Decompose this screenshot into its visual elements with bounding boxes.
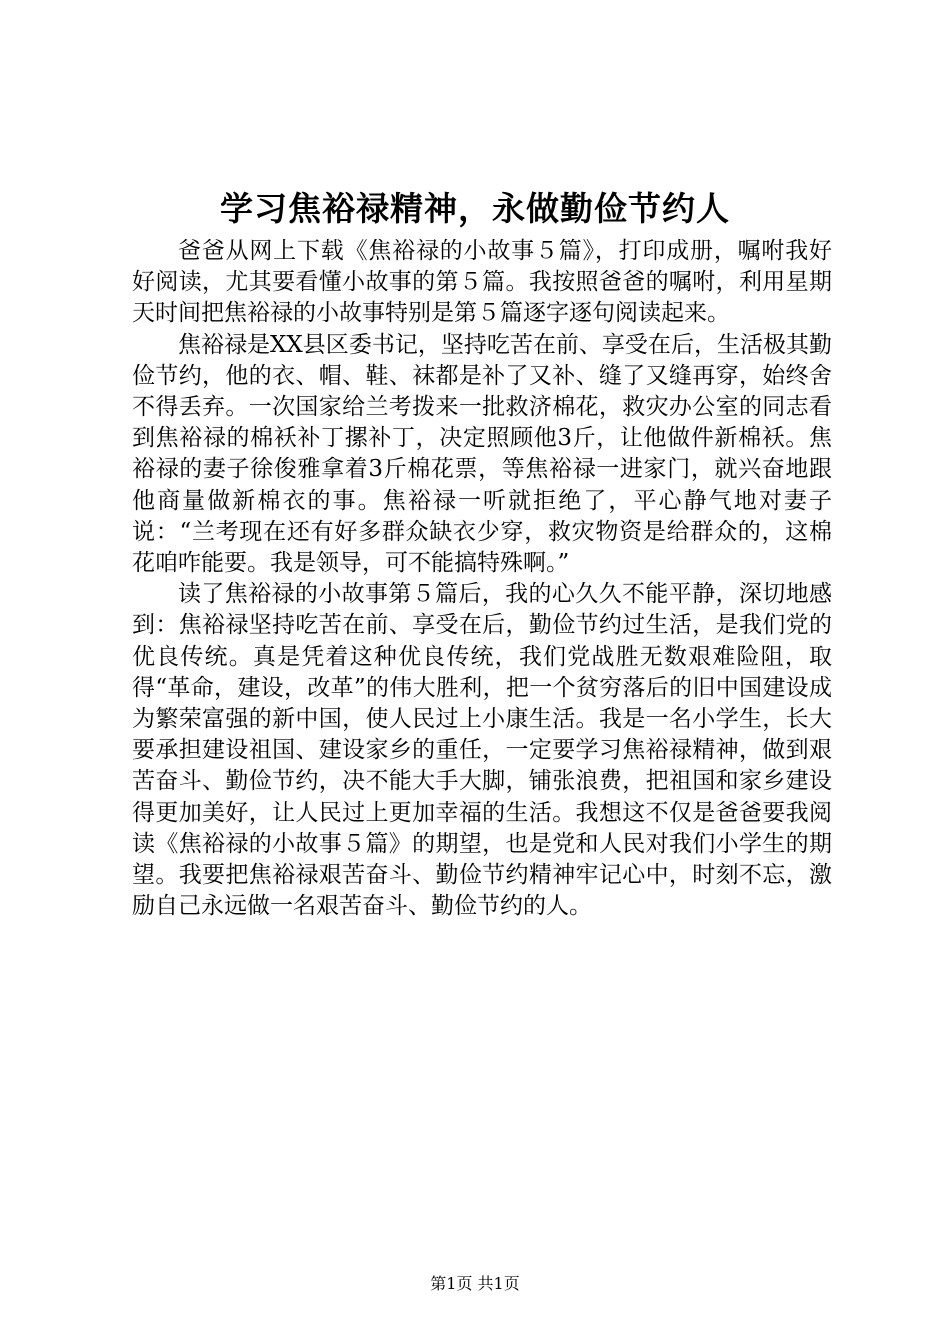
paragraph-3: 读了焦裕禄的小故事第５篇后，我的心久久不能平静，深切地感到：焦裕禄坚持吃苦在前、享受在后，勤俭节约过生活，是我们党的优良传统。真是凭着这种优良传统，我们党战胜无数艰难险阻，取得“革命，建设，改革”的伟大胜利，把一个贫穷落后的旧中国建设成为繁荣富强的新中国，使人民过上小康生活。我是一名小学生，长大要承担建设祖国、建设家乡的重任，一定要学习焦裕禄精神，做到艰苦奋斗、勤俭节约，决不能大手大脚，铺张浪费，把祖国和家乡建设得更加美好，让人民过上更加幸福的生活。我想这不仅是爸爸要我阅读《焦裕禄的小故事５篇》的期望，也是党和人民对我们小学生的期望。我要把焦裕禄艰苦奋斗、勤俭节约精神牢记心中，时刻不忘，激励自己永远做一名艰苦奋斗、勤俭节约的人。: [132, 581, 832, 920]
paragraph-1: 爸爸从网上下载《焦裕禄的小故事５篇》，打印成册，嘱咐我好好阅读，尤其要看懂小故事的第５篇。我按照爸爸的嘱咐，利用星期天时间把焦裕禄的小故事特别是第５篇逐字逐句阅读起来。: [132, 238, 832, 327]
document-title: 学习焦裕禄精神，永做勤俭节约人: [220, 189, 730, 228]
paragraph-2: 焦裕禄是XX县区委书记，坚持吃苦在前、享受在后，生活极其勤俭节约，他的衣、帽、鞋、袜都是补了又补、缝了又缝再穿，始终舍不得丢弃。一次国家给兰考拨来一批救济棉花，救灾办公室的同志看到焦裕禄的棉袄补丁摞补丁，决定照顾他3斤，让他做件新棉袄。焦裕禄的妻子徐俊雅拿着3斤棉花票，等焦裕禄一进家门，就兴奋地跟他商量做新棉衣的事。焦裕禄一听就拒绝了，平心静气地对妻子说：“兰考现在还有好多群众缺衣少穿，救灾物资是给群众的，这棉花咱咋能要。我是领导，可不能搞特殊啊。”: [132, 331, 832, 577]
document-body: [132, 236, 832, 922]
page-footer: 第1页 共1页: [430, 1274, 520, 1293]
